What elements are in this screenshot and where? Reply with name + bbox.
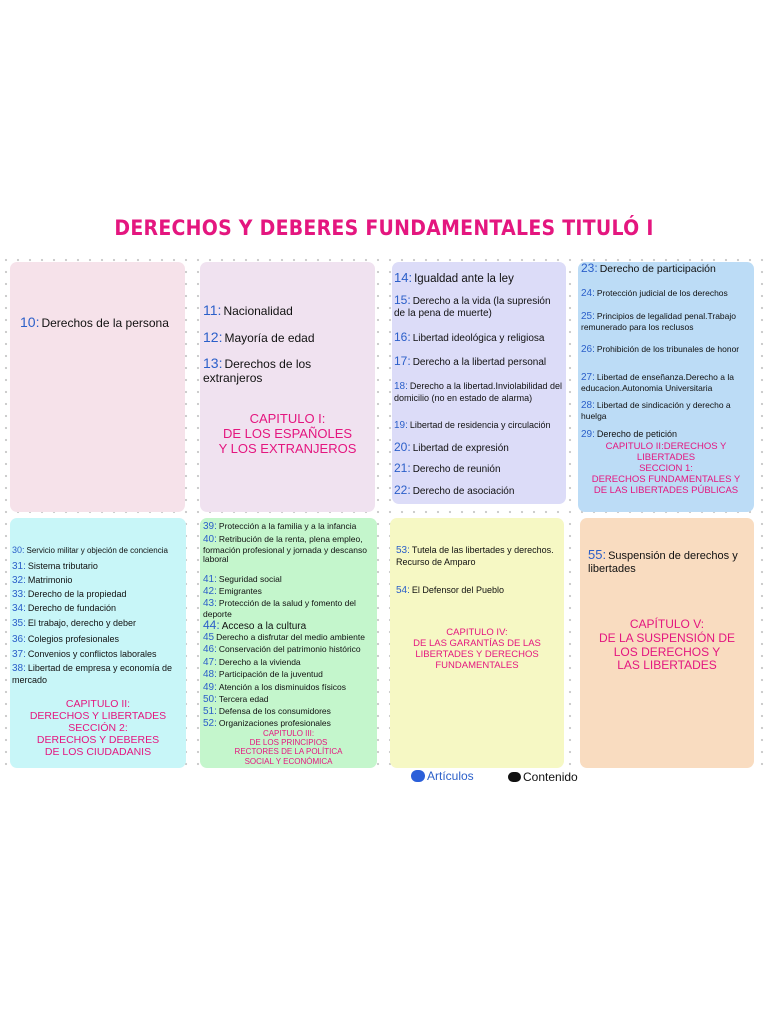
article-number: 28: <box>581 400 595 411</box>
article-text: Nacionalidad <box>223 304 293 318</box>
article-text: Derecho a la libertad.Inviolabilidad del domicilio (no en estado de alarma) <box>394 381 563 403</box>
article-text: Atención a los disminuidos físicos <box>218 682 346 692</box>
article-number: 19: <box>394 420 408 431</box>
capitulo-2-seccion-1-b-box <box>578 262 754 512</box>
chapter-caption-line: FUNDAMENTALES <box>435 659 519 671</box>
article-number: 39: <box>203 521 217 532</box>
article-number: 26: <box>581 344 595 355</box>
article-item <box>581 372 753 393</box>
chapter-caption-line: Y LOS EXTRANJEROS <box>218 440 357 456</box>
article-number: 48: <box>203 669 217 680</box>
article-text: Protección de la salud y fomento del deporte <box>203 598 356 619</box>
chapter-caption <box>580 618 754 673</box>
chapter-caption-line: DE LAS LIBERTADES PÚBLICAS <box>593 484 739 496</box>
article-item <box>203 694 375 706</box>
article-text: Acceso a la cultura <box>221 621 307 632</box>
capitulo-2-seccion-1-a-box <box>392 262 566 504</box>
article-number: 51: <box>203 706 217 717</box>
articles-legend-label: Artículos <box>427 769 474 783</box>
chapter-caption-line: DERECHOS Y DEBERES <box>36 734 160 747</box>
article-text: Principios de legalidad penal.Trabajo remunerado para los reclusos <box>581 311 736 332</box>
article-item <box>203 619 373 633</box>
chapter-caption-line: LIBERTADES <box>636 451 696 463</box>
article-text: Conservación del patrimonio histórico <box>218 644 361 654</box>
article-item <box>12 618 182 630</box>
article-text: Prohibición de los tribunales de honor <box>596 344 740 354</box>
article-item <box>581 344 751 356</box>
article-number: 45 <box>203 632 215 643</box>
article-text: Tutela de las libertades y derechos. Recurso de Amparo <box>396 545 554 567</box>
chapter-caption <box>200 412 375 457</box>
article-number: 52: <box>203 718 217 729</box>
article-item <box>394 420 566 432</box>
article-number: 54: <box>396 585 410 596</box>
article-item <box>12 649 182 661</box>
article-item <box>581 262 753 276</box>
article-text: Libertad de empresa y economía de mercado <box>12 663 172 685</box>
article-text: Defensa de los consumidores <box>218 706 331 716</box>
article-text: Derecho a la vivienda <box>218 657 301 667</box>
article-item <box>588 548 748 576</box>
chapter-caption-line: SECCION 1: <box>639 462 693 474</box>
article-text: Retribución de la renta, plena empleo, formación profesional y jornada y descanso laboral <box>203 534 367 565</box>
article-text: Protección a la familia y a la infancia <box>218 521 357 531</box>
article-number: 40: <box>203 534 217 545</box>
article-text: Protección judicial de los derechos <box>596 288 728 298</box>
article-item <box>394 271 559 286</box>
article-text: Matrimonio <box>27 575 73 585</box>
article-number: 30: <box>12 545 25 555</box>
chapter-caption-line: DERECHOS Y LIBERTADES <box>29 710 167 723</box>
chapter-caption-line: CAPITULO III: <box>262 729 315 738</box>
chapter-caption-line: DE LOS CIUDADANIS <box>44 746 152 759</box>
article-item <box>20 314 180 331</box>
article-item <box>12 663 184 685</box>
article-item <box>396 545 561 567</box>
article-item <box>203 574 373 586</box>
article-number: 49: <box>203 682 217 693</box>
article-text: Organizaciones profesionales <box>218 718 331 728</box>
article-item <box>12 589 182 601</box>
article-item <box>203 632 375 644</box>
article-number: 18: <box>394 381 408 392</box>
chapter-caption-line: RECTORES DE LA POLÍTICA <box>234 747 343 757</box>
article-item <box>12 545 190 555</box>
article-item <box>394 294 564 319</box>
article-number: 10: <box>20 314 40 330</box>
article-number: 17: <box>394 354 411 368</box>
article-number: 25: <box>581 311 595 322</box>
chapter-caption-line: DE LOS ESPAÑOLES <box>222 425 353 441</box>
article-number: 41: <box>203 574 217 585</box>
article-item <box>394 484 564 498</box>
article-number: 32: <box>12 575 26 586</box>
article-number: 20: <box>394 440 411 454</box>
capitulo-2-seccion-2-box <box>10 518 186 768</box>
article-number: 34: <box>12 603 26 614</box>
preliminar-box <box>10 262 185 512</box>
article-number: 24: <box>581 288 595 299</box>
article-item <box>394 441 564 455</box>
article-item <box>12 575 182 587</box>
article-number: 33: <box>12 589 26 600</box>
article-text: Sistema tributario <box>27 561 98 571</box>
article-number: 37: <box>12 649 26 660</box>
article-number: 16: <box>394 330 411 344</box>
article-text: Derechos de la persona <box>41 316 169 330</box>
article-number: 35: <box>12 618 26 629</box>
article-text: Derecho de petición <box>596 429 677 439</box>
article-item <box>203 586 373 598</box>
article-number: 12: <box>203 329 223 345</box>
chapter-caption-line: CAPITULO II:DERECHOS Y <box>605 441 727 452</box>
chapter-caption-line: CAPITULO II: <box>65 698 131 710</box>
article-number: 15: <box>394 293 411 307</box>
articles-legend-swatch <box>411 770 425 782</box>
content-legend-swatch <box>508 772 521 782</box>
article-text: Derechos de los extranjeros <box>203 357 312 385</box>
article-text: Derecho de participación <box>599 263 716 275</box>
article-text: Libertad ideológica y religiosa <box>412 333 545 344</box>
article-item <box>203 657 375 669</box>
article-text: Igualdad ante la ley <box>414 273 514 285</box>
article-number: 22: <box>394 483 411 497</box>
article-item <box>203 644 375 656</box>
chapter-caption <box>200 729 377 766</box>
article-number: 53: <box>396 545 410 556</box>
article-number: 50: <box>203 694 217 705</box>
article-item <box>394 355 564 369</box>
article-text: Seguridad social <box>218 574 282 584</box>
capitulo-4-box <box>390 518 564 768</box>
article-text: Derecho de la propiedad <box>27 589 127 599</box>
article-number: 55: <box>588 547 607 562</box>
article-text: Derecho a disfrutar del medio ambiente <box>216 632 365 642</box>
article-item <box>203 302 343 319</box>
chapter-caption-line: LOS DERECHOS Y <box>613 644 721 659</box>
article-item <box>396 585 561 597</box>
article-number: 44: <box>203 618 220 632</box>
article-text: Derecho de reunión <box>412 464 501 475</box>
article-item <box>12 603 182 615</box>
article-number: 43: <box>203 598 217 609</box>
article-number: 36: <box>12 634 26 645</box>
article-item <box>581 429 753 441</box>
article-number: 14: <box>394 270 413 285</box>
article-number: 21: <box>394 461 411 475</box>
article-number: 46: <box>203 644 217 655</box>
capitulo-3-box <box>200 518 377 768</box>
article-item <box>203 718 375 730</box>
page-title: DERECHOS Y DEBERES FUNDAMENTALES TITULÓ I <box>114 216 654 240</box>
chapter-caption-line: LAS LIBERTADES <box>617 658 717 673</box>
article-item <box>581 288 753 300</box>
article-text: Participación de la juventud <box>218 669 323 679</box>
article-text: Libertad de enseñanza.Derecho a la educacion.Autonomia Universitaria <box>581 372 734 393</box>
article-item <box>394 331 564 345</box>
article-text: Mayoría de edad <box>224 331 315 345</box>
article-number: 11: <box>203 302 222 318</box>
chapter-caption <box>10 698 186 758</box>
article-item <box>203 669 375 681</box>
chapter-caption-line: LIBERTADES Y DERECHOS <box>415 648 539 660</box>
article-number: 31: <box>12 561 26 572</box>
chapter-caption-line: CAPITULO IV: <box>446 627 508 638</box>
article-text: Libertad de sindicación y derecho a huelga <box>581 400 731 421</box>
article-number: 13: <box>203 355 223 371</box>
chapter-caption-line: SECCIÓN 2: <box>68 722 128 735</box>
article-text: Derecho de fundación <box>27 603 116 613</box>
chapter-caption-line: CAPÍTULO V: <box>629 617 705 631</box>
article-text: Emigrantes <box>218 586 262 596</box>
article-item <box>203 521 377 533</box>
chapter-caption-line: DE LA SUSPENSIÓN DE <box>598 630 736 645</box>
article-item <box>12 561 182 573</box>
chapter-caption <box>390 628 564 672</box>
article-text: Libertad de expresión <box>412 443 509 454</box>
article-item <box>394 381 566 403</box>
article-text: El Defensor del Pueblo <box>411 585 504 595</box>
article-number: 23: <box>581 261 598 275</box>
article-item <box>203 598 375 619</box>
article-item <box>394 462 564 476</box>
article-item <box>203 682 375 694</box>
article-item <box>12 634 182 646</box>
content-legend-label: Contenido <box>523 770 578 784</box>
chapter-caption-line: CAPITULO I: <box>249 411 326 426</box>
article-text: Derecho a la vida (la supresión de la pena de muerte) <box>394 296 551 319</box>
article-number: 47: <box>203 657 217 668</box>
article-text: Suspensión de derechos y libertades <box>588 550 738 575</box>
chapter-caption <box>578 442 754 497</box>
article-text: Derecho de asociación <box>412 486 515 497</box>
article-text: Colegios profesionales <box>27 634 119 644</box>
article-item <box>581 311 754 332</box>
article-text: Servicio militar y objeción de conciencia <box>26 546 168 555</box>
capitulo-1-box <box>200 262 375 512</box>
article-text: Derecho a la libertad personal <box>412 357 547 368</box>
chapter-caption-line: DERECHOS FUNDAMENTALES Y <box>591 473 741 485</box>
article-text: Tercera edad <box>218 694 269 704</box>
article-item <box>203 355 333 386</box>
article-text: Libertad de residencia y circulación <box>409 420 551 430</box>
chapter-caption-line: DE LAS GARANTÍAS DE LAS <box>413 637 541 649</box>
article-item <box>203 706 375 718</box>
article-text: Convenios y conflictos laborales <box>27 649 157 659</box>
capitulo-5-box <box>580 518 754 768</box>
chapter-caption-line: SOCIAL Y ECONÓMICA <box>244 756 333 766</box>
article-item <box>203 534 377 565</box>
article-item <box>581 400 753 421</box>
chapter-caption-line: DE LOS PRINCIPIOS <box>249 738 328 748</box>
article-text: El trabajo, derecho y deber <box>27 618 136 628</box>
article-number: 38: <box>12 663 26 674</box>
article-item <box>203 329 343 346</box>
article-number: 27: <box>581 372 595 383</box>
article-number: 29: <box>581 429 595 440</box>
article-number: 42: <box>203 586 217 597</box>
